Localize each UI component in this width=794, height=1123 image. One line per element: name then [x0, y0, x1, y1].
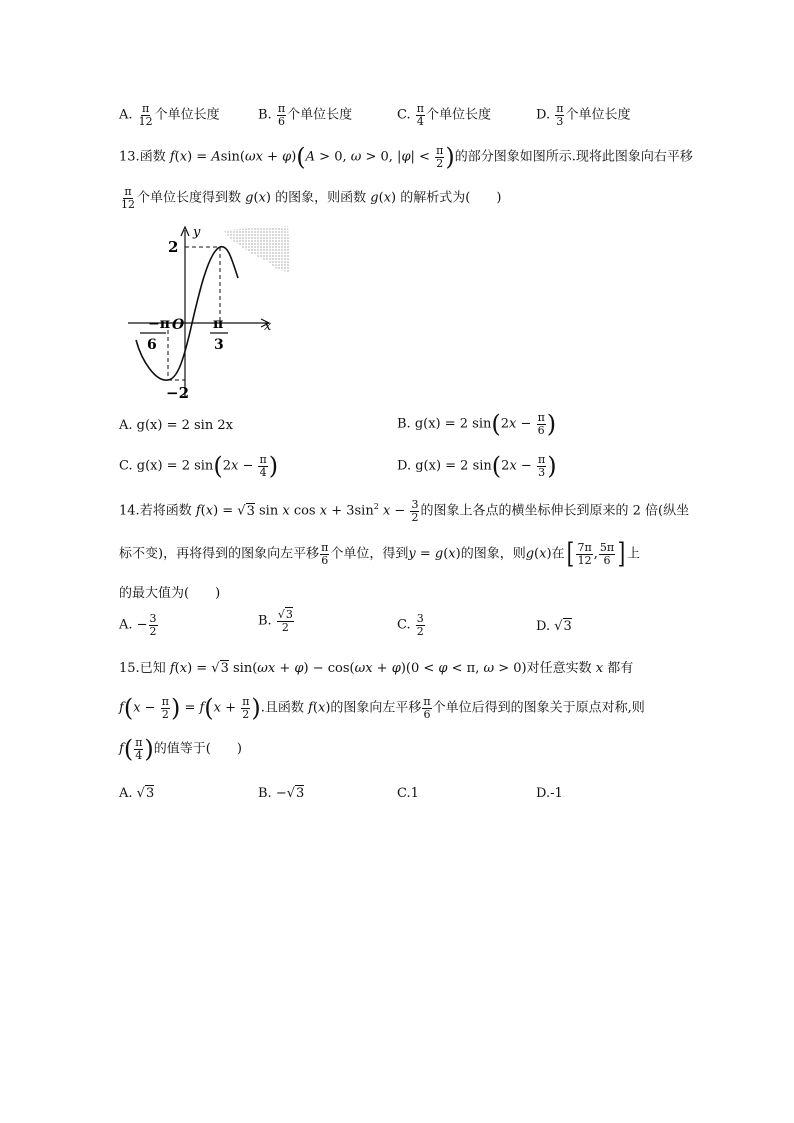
x-tick-right-num: π — [213, 316, 224, 332]
origin-label: O — [172, 317, 185, 333]
q15-option-a: A. √3 — [119, 786, 155, 801]
q14-number: 14. — [119, 503, 140, 519]
q15-line-3: f( $\frac{\pi}{4}$ )的值等于( ) — [119, 735, 242, 764]
q15-line-2: f(x − $\frac{\pi}{2}$ ) = f(x + $\frac{\pi}{2}$ ).且函数 f(x)的图象向左平移 $\frac{\pi}{6}$ 个单位后得到的图象关于原点对称,则 — [119, 694, 645, 723]
y-axis-label: y — [193, 225, 201, 240]
prev-option-b: B. $\frac{\pi}{6}$ 个单位长度 — [258, 102, 353, 128]
q15-number: 15. — [119, 661, 140, 676]
q15-line-1: 15.已知 f(x) = √3 sin(ωx + φ) − cos(ωx + φ)(0 < φ < π, ω > 0)对任意实数 x 都有 — [119, 661, 634, 676]
x-tick-left-num: −π — [148, 316, 170, 332]
prev-option-c: C. $\frac{\pi}{4}$ 个单位长度 — [397, 102, 492, 128]
q13-graph — [128, 222, 293, 402]
prev-option-a: A. $\frac{\pi}{12}$ 个单位长度 — [119, 102, 220, 128]
q13-option-b: B. g(x) = 2 sin(2x − $\frac{\pi}{6}$ ) — [397, 410, 557, 439]
x-axis-label: x — [264, 319, 272, 334]
y-min-label: −2 — [166, 384, 190, 402]
x-tick-right-den: 3 — [214, 337, 224, 353]
q15-option-c: C.1 — [397, 786, 419, 801]
q14-line-3: 的最大值为( ) — [119, 586, 221, 601]
q14-option-b: B. $\frac{√3}{2}$ — [258, 608, 293, 634]
prev-option-d: D. $\frac{\pi}{3}$ 个单位长度 — [536, 102, 631, 128]
q14-option-a: A. − $\frac{3}{2}$ — [119, 612, 157, 638]
q14-line-1: 14.若将函数 f(x) = √3 sin x $\cos x + 3\sin^2$ x − $\frac{3}{2}$ 的图象上各点的横坐标伸长到原来的 2 倍(纵坐 — [119, 498, 690, 524]
q13-option-d: D. g(x) = 2 sin(2x − $\frac{\pi}{3}$ ) — [397, 452, 557, 481]
q15-option-d: D.-1 — [536, 786, 563, 801]
q13-option-a: A. g(x) = 2 sin 2x — [119, 418, 233, 433]
q13-line-1: 13.函数 f(x) = Asin(ωx + φ)(A > 0, ω > 0, |φ| < $\frac{\pi}{2}$ )的部分图象如图所示.现将此图象向右平移 — [119, 143, 693, 172]
q14-option-d: D. √3 — [536, 619, 572, 634]
q13-number: 13. — [119, 149, 140, 165]
y-max-label: 2 — [168, 238, 179, 256]
sine-curve — [136, 247, 238, 381]
q14-line-2: 标不变)，再将得到的图象向左平移 $\frac{\pi}{6}$ 个单位，得到y = g(x)的图象，则g(x)在[ $\frac{7\pi}{12}$ , $\frac{5\pi}{6}$ ] 上 — [119, 537, 641, 570]
q14-option-c: C. $\frac{3}{2}$ — [397, 612, 424, 638]
q13-line-2: $\frac{\pi}{12}$ 个单位长度得到数 g(x) 的图象，则函数 g(x) 的解析式为( ) — [121, 185, 502, 211]
x-tick-left-den: 6 — [147, 337, 157, 353]
q13-option-c: C. g(x) = 2 sin(2x − $\frac{\pi}{4}$ ) — [119, 452, 279, 481]
q15-option-b: B. −√3 — [258, 786, 305, 801]
